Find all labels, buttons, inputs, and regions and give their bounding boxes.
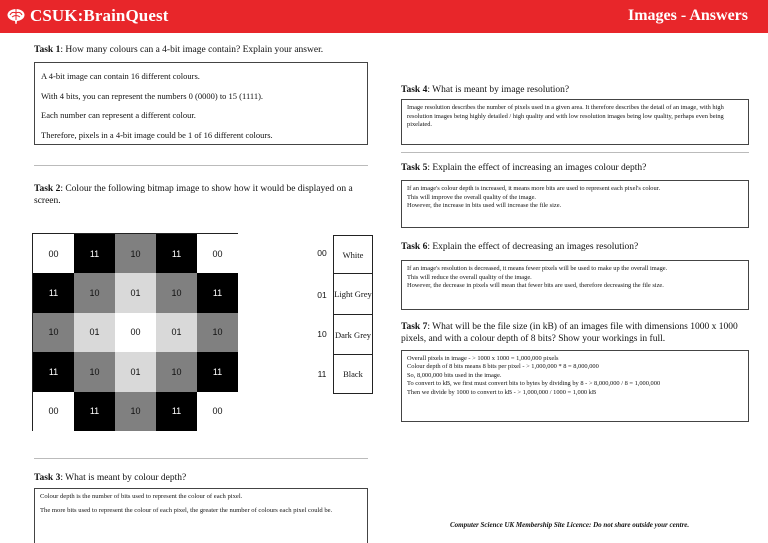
divider [34,165,368,166]
brain-icon [6,6,26,26]
task1-answer-line: A 4-bit image can contain 16 different colours. [41,71,200,81]
task4-question [401,84,746,96]
bitmap-cell: 10 [156,273,197,312]
bitmap-cell: 01 [156,313,197,352]
task7-label: Task 7 [401,322,428,332]
task4-answer-box [401,99,749,145]
bitmap-cell: 10 [156,352,197,391]
bitmap-cell: 00 [197,234,238,273]
task6-label: Task 6 [401,242,428,252]
key-label: White [333,235,373,274]
bitmap-cell: 00 [115,313,156,352]
bitmap-cell: 00 [33,392,74,431]
task6-answer-line: However, the decrease in pixels will mean that fewer bits are used, therefore decreasing the file size. [407,282,664,289]
task6-question-text: : Explain the effect of decreasing an images resolution? [427,242,639,252]
task3-answer-line: The more bits used to represent the colour of each pixel, the greater the number of colours each pixel could be. [40,507,333,514]
task1-answer-box [34,62,368,145]
task2-question-text: : Colour the following bitmap image to show how it would be displayed on a screen. [34,184,353,206]
task2-label: Task 2 [34,184,61,194]
task3-answer-box [34,488,368,543]
task4-label: Task 4 [401,85,428,95]
brand-title: CSUK:BrainQuest [30,6,169,25]
task4-question-text: : What is meant by image resolution? [427,85,570,95]
task7-answer-line: So, 8,000,000 bits used in the image. [407,371,502,379]
task4-answer-line: Image resolution describes the number of pixels used in a given area. It therefore describes the detail of an image, with high resolution images being highly detailed / high quality and with low resolution images being low quality, perhaps even being pixelated. [407,104,724,128]
bitmap-cell: 11 [156,234,197,273]
key-label: Black [333,354,373,394]
task5-answer-line: However, the increase in bits used will increase the file size. [407,202,562,209]
task5-question [401,162,746,174]
key-label: Dark Grey [333,314,373,355]
task3-answer-line: Colour depth is the number of bits used to represent the colour of each pixel. [40,493,243,500]
bitmap-cell: 10 [74,273,115,312]
bitmap-cell: 00 [197,392,238,431]
task7-answer-line: Overall pixels in image - > 1000 x 1000 = 1,000,000 pixels [407,355,559,362]
bitmap-cell: 11 [74,234,115,273]
task3-question-text: : What is meant by colour depth? [60,473,187,483]
bitmap-cell: 10 [33,313,74,352]
divider [34,458,368,459]
task1-label: Task 1 [34,45,61,55]
bitmap-cell: 11 [197,352,238,391]
task6-answer-box [401,260,749,310]
divider [401,152,749,153]
task2-question [34,183,369,207]
task7-question-text: : What will be the file size (in kB) of an images file with dimensions 1000 x 1000 pixels, and with a colour depth of 8 bits? Show your workings in full. [401,322,738,344]
key-code: 00 [317,248,327,258]
bitmap-cell: 10 [74,352,115,391]
task6-answer-line: This will reduce the overall quality of the image. [407,273,532,281]
bitmap-cell: 00 [33,234,74,273]
task7-answer-line: Colour depth of 8 bits means 8 bits per pixel - > 1,000,000 * 8 = 8,000,000 [407,363,599,371]
bitmap-cell: 11 [74,392,115,431]
task5-answer-line: If an image's colour depth is increased, it means more bits are used to represent each pixel's colour. [407,185,661,192]
bitmap-cell: 10 [115,392,156,431]
bitmap-cell: 11 [156,392,197,431]
task7-question [401,321,751,345]
task1-answer-line: With 4 bits, you can represent the numbers 0 (0000) to 15 (1111). [41,90,264,101]
page-title: Images - Answers [628,7,748,24]
task3-label: Task 3 [34,473,61,483]
task3-question [34,472,374,484]
task6-question [401,241,746,253]
task5-answer-line: This will improve the overall quality of the image. [407,193,537,201]
bitmap-cell: 10 [115,234,156,273]
bitmap-cell: 10 [197,313,238,352]
key-code: 10 [317,329,327,339]
task7-answer-line: Then we divide by 1000 to convert to kB - > 1,000,000 / 1000 = 1,000 kB [407,388,597,396]
task5-answer-box [401,180,749,228]
header-bar [0,0,768,33]
bitmap-cell: 01 [74,313,115,352]
bitmap-cell: 11 [197,273,238,312]
task1-answer-line: Therefore, pixels in a 4-bit image could be 1 of 16 different colours. [41,129,273,140]
task5-question-text: : Explain the effect of increasing an images colour depth? [427,163,647,173]
task1-question-text: : How many colours can a 4-bit image contain? Explain your answer. [60,45,324,55]
task7-answer-box [401,350,749,422]
licence-footer: Computer Science UK Membership Site Licence: Do not share outside your centre. [450,521,690,529]
task6-answer-line: If an image's resolution is decreased, it means fewer pixels will be used to make up the overall image. [407,265,668,272]
key-code: 01 [317,290,327,300]
task7-answer-line: To convert to kB, we first must convert bits to bytes by dividing by 8 - > 8,000,000 / 8 = 1,000,000 [407,380,661,388]
key-label: Light Grey [333,273,373,315]
task1-question [34,44,374,56]
bitmap-grid [32,233,238,431]
bitmap-cell: 11 [33,273,74,312]
bitmap-cell: 01 [115,273,156,312]
task1-answer-line: Each number can represent a different colour. [41,110,196,120]
task5-label: Task 5 [401,163,428,173]
bitmap-cell: 01 [115,352,156,391]
bitmap-cell: 11 [33,352,74,391]
key-code: 11 [317,369,327,379]
